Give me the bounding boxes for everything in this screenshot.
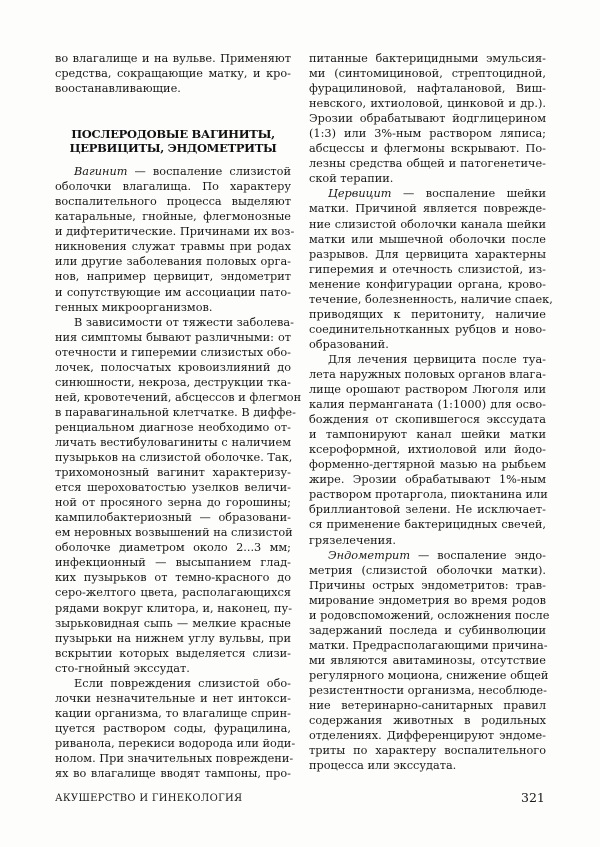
text-line: ми (синтомициновой, стрептоцидной, [309,67,546,81]
text-line: абсцессы и флегмоны вскрывают. По- [309,142,546,156]
text-line: трихомонозный вагинит характеризу- [55,466,291,480]
text-line: ми являются авитаминозы, отсутствие [309,653,546,667]
term-cervicitis: Цервицит [328,187,392,201]
endometritis-paragraph [309,548,550,774]
text-line: фурацилиновой, нафталановой, Виш- [309,82,546,96]
text-line: течение, болезненность, наличие спаек, [309,292,553,306]
text-line: матки. Причиной является поврежде- [309,202,546,216]
text-line: гиперемия и отечность слизистой, из- [309,262,546,276]
text-line: триты по характеру воспалительного [309,744,546,758]
heading-line: ЦЕРВИЦИТЫ, ЭНДОМЕТРИТЫ [69,141,277,156]
text-line: и сопутствующие им ассоциации пато- [55,285,291,299]
text-line: матки или мышечной оболочки после [309,232,546,246]
text-line: генных микроорганизмов. [55,300,213,314]
vaginitis-paragraph [55,164,295,314]
text-line: задержаний последа и субинволюции [309,623,546,637]
text-line: разрывов. Для цервицита характерны [309,247,546,261]
text-line: форменно-дегтярной мазью на рыбьем [309,458,546,472]
text-line: Эрозии обрабатывают йодглицерином [309,112,546,126]
text-line: калия перманганата (1:1000) для осво- [309,398,546,412]
text-line: зырьковидная сыпь — мелкие красные [55,616,291,630]
text-line: ния симптомы бывают различными: от [55,330,291,344]
text-line: оболочки влагалища. По характеру [55,180,291,194]
text-line: отделениях. Дифференцируют эндоме- [309,729,546,743]
text-line: или другие заболевания половых орга- [55,255,291,269]
text-line: воспалительного процесса выделяют [55,195,291,209]
text-line: менение конфигурации органа, крово- [309,277,546,291]
running-footer-title: АКУШЕРСТВО И ГИНЕКОЛОГИЯ [55,793,243,804]
text-line: ние ветеринарно-санитарных правил [309,699,546,713]
text-line: процесса или экссудата. [309,759,457,773]
text-line: жире. Эрозии обрабатывают 1%-ным [309,473,546,487]
text-line: и родовспоможений, осложнения после [309,608,550,622]
text-line [55,164,291,179]
term-endometritis: Эндометрит [328,548,411,562]
text-line: Для лечения цервицита после туа- [328,352,546,366]
text-line: и дифтеритические. Причинами их воз- [55,225,295,239]
text-line: рядами вокруг клитора, и, наконец, пу- [55,601,293,615]
left-column [55,51,302,781]
text-line: грязелечения. [309,533,396,547]
text-line: пузырьки на нижнем углу вульвы, при [55,631,291,645]
text-line: и тампонируют канал шейки матки [309,428,546,442]
text-line: пузырьков на слизистой оболочке. Так, [55,451,293,465]
section-heading [55,127,291,155]
text-line [309,548,546,563]
text-line: в паравагинальной клетчатке. В диффе- [55,405,296,419]
text-line: ксероформной, ихтиоловой или йодо- [309,443,546,457]
text-line: лочки незначительные и нет интокси- [55,691,291,705]
text-line: метрия (слизистой оболочки матки). [309,563,546,577]
text-line: нолом. При значительных повреждени- [55,751,294,765]
text-line: матки. Предрасполагающими причина- [309,638,548,652]
text-line: сто-гнойный экссудат. [55,661,190,675]
text-fragment: — воспаление шейки [391,187,546,201]
text-line: кации организма, то влагалище сприн- [55,706,291,720]
heading-line: ПОСЛЕРОДОВЫЕ ВАГИНИТЫ, [71,127,275,142]
continuation-paragraph [309,51,546,186]
text-line: цуется раствором соды, фурацилина, [55,721,291,735]
text-line: регулярного моциона, снижение общей [309,668,549,682]
text-line: ренциальном диагнозе необходимо от- [55,420,291,434]
text-line: средства, сокращающие матку, и кро- [55,67,291,81]
text-line: лочек, полосчатых кровоизлияний до [55,360,291,374]
text-line: невского, ихтиоловой, цинковой и др.). [309,97,546,111]
text-line: содержания животных в родильных [309,714,546,728]
text-line: воостанавливающие. [55,82,181,96]
text-line: лезны средства общей и патогенетиче- [309,157,546,171]
text-line: отечности и гиперемии слизистых обо- [55,345,291,359]
text-line: соединительнотканных рубцов и ново- [309,322,546,336]
text-line: ной от просяного зерна до горошины; [55,496,291,510]
text-line: лета наружных половых органов влага- [309,367,546,381]
text-line: раствором протаргола, пиоктанина или [309,488,548,502]
text-line: питанные бактерицидными эмульсия- [309,52,546,65]
text-line: вскрытии которых выделяется слизи- [55,646,291,660]
text-line: личать вестибуловагиниты с наличием [55,435,291,449]
text-line: никновения служат травмы при родах [55,240,291,254]
text-line: ем неровных возвышений на слизистой [55,526,293,540]
text-line: мирование эндометрия во время родов [309,593,546,607]
text-line: риванола, перекиси водорода или йоди- [55,736,296,750]
text-line: ся применение бактерицидных свечей, [309,518,546,532]
text-line: Причины острых эндометритов: трав- [309,578,546,592]
intro-paragraph [55,51,291,96]
text-line [309,186,546,201]
text-line: бождения от скопившегося экссудата [309,413,546,427]
text-line: лище орошают раствором Люголя или [309,383,546,397]
text-line: ней, кровотечений, абсцессов и флегмон [55,390,302,404]
text-fragment: — воспаление эндо- [410,548,546,562]
text-line: во влагалище и на вульве. Применяют [55,52,291,65]
text-line: оболочке диаметром около 2...3 мм; [55,541,291,555]
text-line: ких пузырьков от темно-красного до [55,571,291,585]
right-column [309,51,553,773]
text-line: образований. [309,337,389,351]
text-line: нов, например цервицит, эндометрит [55,270,291,284]
treatment-paragraph [55,676,296,781]
text-line: ях во влагалище вводят тампоны, про- [55,767,291,781]
text-line: (1:3) или 3%-ным раствором ляписа; [309,127,546,141]
text-line: ется шероховатостью узелков величи- [55,481,291,495]
symptoms-paragraph [55,315,302,676]
text-line: серо-желтого цвета, располагающихся [55,586,291,600]
term-vaginitis: Вагинит [74,165,128,179]
text-line: кампилобактериозный — образовани- [55,511,291,525]
text-line: В зависимости от тяжести заболева- [74,315,294,329]
page-number: 321 [521,790,545,805]
text-line: катаральные, гнойные, флегмонозные [55,210,291,224]
text-line: бриллиантовой зелени. Не исключает- [309,503,546,517]
text-line: инфекционный — высыпанием глад- [55,556,291,570]
cervicitis-treatment-paragraph [309,352,546,548]
text-line: приводящих к перитониту, наличие [309,307,546,321]
text-line: Если повреждения слизистой обо- [74,676,291,690]
text-line: ние слизистой оболочки канала шейки [309,217,546,231]
cervicitis-paragraph [309,186,553,352]
text-line: ской терапии. [309,172,394,186]
text-fragment: — воспаление слизистой [127,165,291,179]
text-line: резистентности организма, несоблюде- [309,683,547,697]
text-line: синюшности, некроза, деструкции тка- [55,375,291,389]
